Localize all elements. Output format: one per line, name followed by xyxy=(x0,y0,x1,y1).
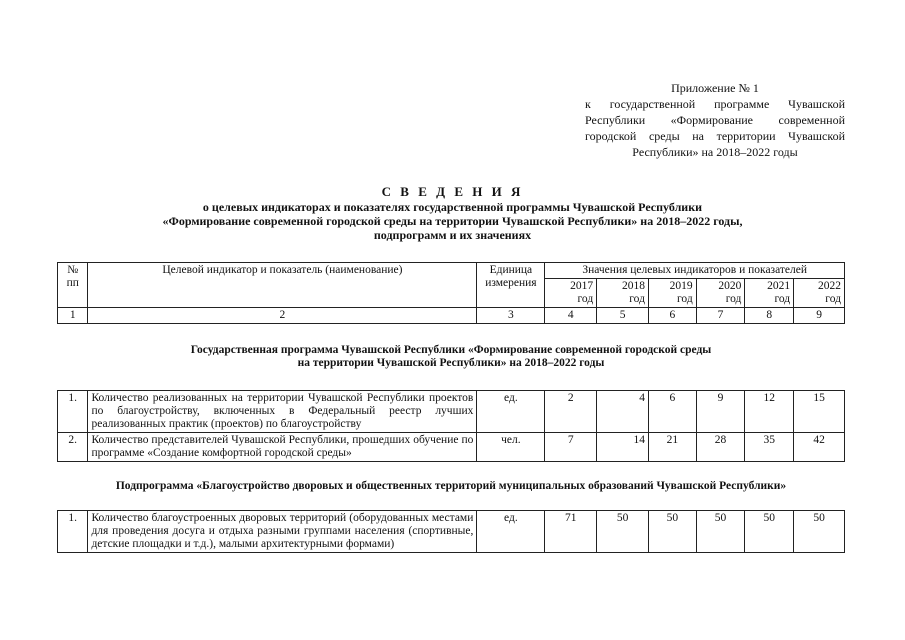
column-number: 2 xyxy=(88,308,477,324)
row-value: 50 xyxy=(597,511,649,553)
column-number: 5 xyxy=(597,308,649,324)
column-number: 6 xyxy=(648,308,696,324)
column-number: 8 xyxy=(745,308,794,324)
row-value: 4 xyxy=(597,391,649,433)
header-year: 2018 год xyxy=(597,279,649,308)
row-indicator: Количество представителей Чувашской Республики, прошедших обучение по программе «Создание комфортной городской среды» xyxy=(88,433,477,462)
row-value: 14 xyxy=(597,433,649,462)
row-indicator: Количество благоустроенных дворовых территорий (оборудованных местами для проведения досуга и отдыха разными группами населения (спортивные, детские площадки и т.д.), малыми архитектурными формами) xyxy=(88,511,477,553)
row-value: 50 xyxy=(794,511,845,553)
document-heading xyxy=(60,185,845,242)
header-year: 2019 год xyxy=(648,279,696,308)
row-indicator: Количество реализованных на территории Чувашской Республики проектов по благоустройству, включенных в Федеральный реестр лучших реализованных практик (проектов) по благоустройству xyxy=(88,391,477,433)
row-value: 28 xyxy=(696,433,745,462)
appendix-line: Республики «Формирование современной xyxy=(585,113,845,127)
row-value: 42 xyxy=(794,433,845,462)
table-row xyxy=(58,433,845,462)
column-number: 7 xyxy=(696,308,745,324)
row-value: 71 xyxy=(545,511,597,553)
row-value: 15 xyxy=(794,391,845,433)
appendix-line: Приложение № 1 xyxy=(671,81,759,95)
row-value: 50 xyxy=(648,511,696,553)
header-year: 2020 год xyxy=(696,279,745,308)
header-year: 2017 год xyxy=(545,279,597,308)
appendix-line: городской среды на территории Чувашской xyxy=(585,129,845,143)
heading-line: о целевых индикаторах и показателях государственной программы Чувашской Республики xyxy=(202,200,703,214)
row-value: 50 xyxy=(745,511,794,553)
heading-line: подпрограмм и их значениях xyxy=(373,228,532,242)
appendix-note xyxy=(585,80,845,160)
row-number: 1. xyxy=(58,391,88,433)
appendix-line: к государственной программе Чувашской xyxy=(585,97,845,111)
row-value: 9 xyxy=(696,391,745,433)
header-unit: Единица измерения xyxy=(477,263,545,308)
row-value: 21 xyxy=(648,433,696,462)
header-indicator: Целевой индикатор и показатель (наименование) xyxy=(88,263,477,308)
column-number: 4 xyxy=(545,308,597,324)
row-value: 50 xyxy=(696,511,745,553)
column-number: 9 xyxy=(794,308,845,324)
row-unit: ед. xyxy=(477,391,545,433)
header-num: № пп xyxy=(58,263,88,308)
header-year: 2022 год xyxy=(794,279,845,308)
document-title: С В Е Д Е Н И Я xyxy=(381,184,524,199)
indicators-table xyxy=(57,262,845,553)
column-numbers-row xyxy=(58,308,845,324)
row-value: 35 xyxy=(745,433,794,462)
row-number: 2. xyxy=(58,433,88,462)
row-unit: ед. xyxy=(477,511,545,553)
row-number: 1. xyxy=(58,511,88,553)
header-year: 2021 год xyxy=(745,279,794,308)
section-title: Государственная программа Чувашской Республики «Формирование современной городской среды на территории Чувашской Республики» на 2018–2022 годы xyxy=(58,324,845,391)
section-title-row xyxy=(58,462,845,511)
row-value: 12 xyxy=(745,391,794,433)
appendix-line: Республики» на 2018–2022 годы xyxy=(632,145,798,159)
column-number: 3 xyxy=(477,308,545,324)
section-title: Подпрограмма «Благоустройство дворовых и общественных территорий муниципальных образований Чувашской Республики» xyxy=(58,462,845,511)
header-values-group: Значения целевых индикаторов и показателей xyxy=(545,263,845,279)
table-row xyxy=(58,511,845,553)
heading-line: «Формирование современной городской среды на территории Чувашской Республики» на 2018–2022 годы, xyxy=(162,214,743,228)
section-title-row xyxy=(58,324,845,391)
row-unit: чел. xyxy=(477,433,545,462)
table-row xyxy=(58,391,845,433)
column-number: 1 xyxy=(58,308,88,324)
row-value: 7 xyxy=(545,433,597,462)
header-row xyxy=(58,263,845,279)
row-value: 6 xyxy=(648,391,696,433)
row-value: 2 xyxy=(545,391,597,433)
